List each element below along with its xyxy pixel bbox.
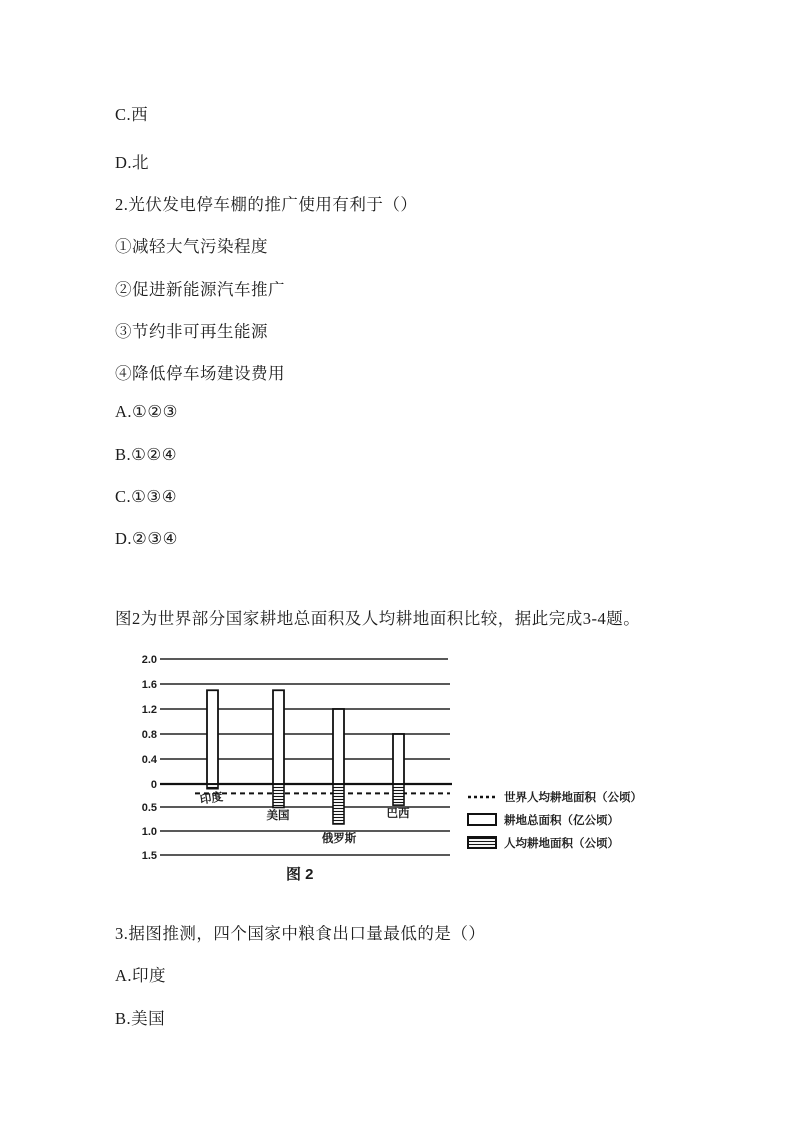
tick-down-1.0: 1.0 bbox=[141, 826, 157, 838]
q2-option-c: C.①③④ bbox=[115, 487, 178, 506]
q2-item-2: ②促进新能源汽车推广 bbox=[115, 280, 285, 299]
chart-legend bbox=[468, 790, 642, 850]
q2-item-3: ③节约非可再生能源 bbox=[115, 322, 268, 341]
figure-2-chart bbox=[140, 645, 680, 895]
tick-1.6: 1.6 bbox=[141, 679, 157, 691]
bar-total-russia bbox=[333, 709, 344, 784]
bar-total-india bbox=[207, 690, 218, 784]
figure-intro-text: 图2为世界部分国家耕地总面积及人均耕地面积比较，据此完成3-4题。 bbox=[115, 609, 641, 628]
label-india: 印度 bbox=[199, 791, 224, 807]
legend-total-area: 耕地总面积（亿公顷） bbox=[504, 815, 619, 827]
legend-hatched-bar-symbol bbox=[468, 837, 496, 848]
question-3: 3.据图推测，四个国家中粮食出口量最低的是（） bbox=[115, 924, 486, 943]
q2-option-d: D.②③④ bbox=[115, 529, 178, 548]
q2-option-a: A.①②③ bbox=[115, 402, 178, 421]
tick-2.0: 2.0 bbox=[141, 654, 157, 666]
q2-item-4: ④降低停车场建设费用 bbox=[115, 364, 285, 383]
label-russia: 俄罗斯 bbox=[321, 833, 357, 845]
q3-option-b: B.美国 bbox=[115, 1009, 166, 1028]
q1-option-d: D.北 bbox=[115, 153, 150, 172]
tick-0: 0 bbox=[150, 779, 157, 791]
tick-1.2: 1.2 bbox=[141, 704, 157, 716]
label-usa: 美国 bbox=[266, 810, 290, 822]
bar-total-brazil bbox=[393, 734, 404, 784]
bar-capita-usa bbox=[273, 784, 284, 808]
q2-item-1: ①减轻大气污染程度 bbox=[115, 237, 268, 256]
arable-land-bar-chart bbox=[140, 645, 680, 895]
tick-0.4: 0.4 bbox=[141, 754, 157, 766]
legend-per-capita: 人均耕地面积（公顷） bbox=[504, 838, 619, 850]
q3-option-a: A.印度 bbox=[115, 966, 167, 985]
bar-total-usa bbox=[273, 690, 284, 784]
tick-down-1.5: 1.5 bbox=[141, 850, 157, 862]
legend-world-average: 世界人均耕地面积（公顷） bbox=[504, 792, 642, 804]
q1-option-c: C.西 bbox=[115, 105, 149, 124]
legend-open-bar-symbol bbox=[468, 814, 496, 825]
bar-capita-india bbox=[207, 784, 218, 789]
question-2: 2.光伏发电停车棚的推广使用有利于（） bbox=[115, 195, 418, 214]
tick-0.8: 0.8 bbox=[141, 729, 157, 741]
label-brazil: 巴西 bbox=[386, 808, 410, 820]
figure-caption: 图 2 bbox=[286, 866, 314, 883]
bar-capita-brazil bbox=[393, 784, 404, 805]
q2-option-b: B.①②④ bbox=[115, 445, 178, 464]
tick-down-0.5: 0.5 bbox=[141, 802, 157, 814]
bar-capita-russia bbox=[333, 784, 344, 824]
